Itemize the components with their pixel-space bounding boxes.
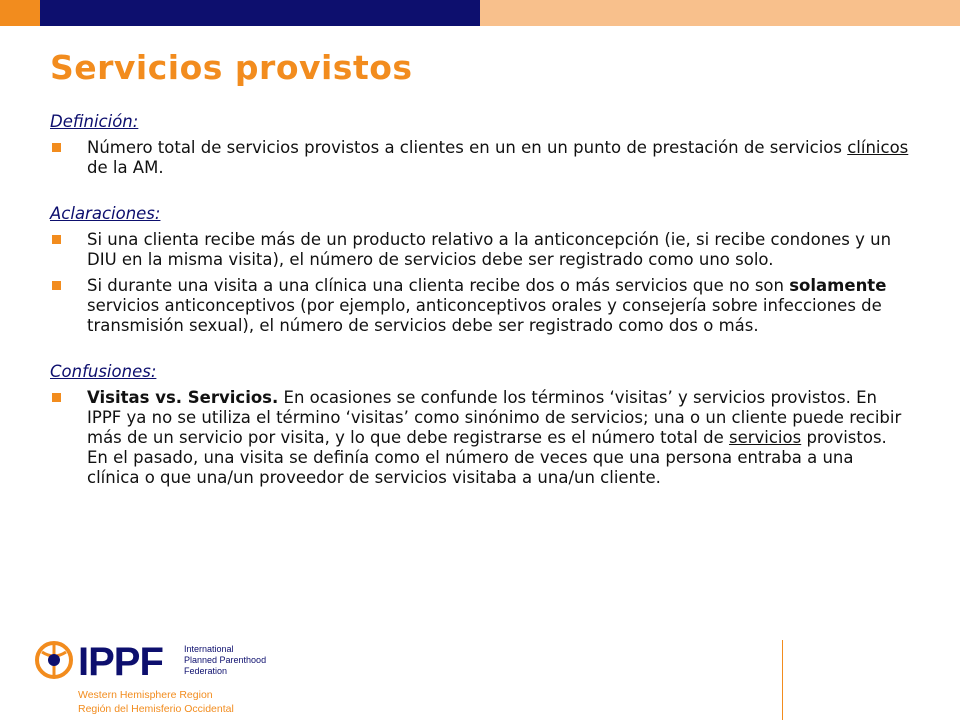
bullet-square-icon: [52, 235, 61, 244]
top-bar-orange-segment: [0, 0, 40, 26]
logo-wordmark: IPPF: [78, 640, 163, 684]
confusiones-heading: Confusiones:: [50, 362, 157, 381]
slide-title: Servicios provistos: [50, 48, 413, 87]
slide-content: [50, 112, 910, 494]
divider-line: [782, 640, 783, 720]
aclaraciones-item-1: Si una clienta recibe más de un producto relativo a la anticoncepción (ie, si recibe condones y un DIU en la misma visita), el número de servicios debe ser registrado como uno solo.: [50, 230, 910, 270]
bullet-square-icon: [52, 143, 61, 152]
aclaraciones-item-2: Si durante una visita a una clínica una clienta recibe dos o más servicios que no son solamente servicios anticonceptivos (por ejemplo, anticonceptivos orales y consejería sobre infecciones de transmisión sexual), el número de servicios debe ser registrado como dos o más.: [50, 276, 910, 336]
logo-subtitle: International Planned Parenthood Federation: [184, 644, 267, 676]
top-bar-peach-segment: [480, 0, 960, 26]
top-color-bar: [0, 0, 960, 26]
confusiones-item: Visitas vs. Servicios. En ocasiones se confunde los términos ‘visitas’ y servicios provistos. En IPPF ya no se utiliza el término ‘visitas’ como sinónimo de servicios; una o un cliente puede recibir más de un servicio por visita, y lo que debe registrarse es el número total de servicios provistos. En el pasado, una visita se definía como el número de veces que una persona entraba a una clínica o que una/un proveedor de servicios visitaba a una/un cliente.: [50, 388, 910, 488]
definicion-item: Número total de servicios provistos a clientes en un en un punto de prestación de servicios clínicos de la AM.: [50, 138, 910, 178]
definicion-heading: Definición:: [50, 112, 139, 131]
top-bar-navy-segment: [40, 0, 480, 26]
logo-region: Western Hemisphere Region Región del Hemisferio Occidental: [78, 689, 234, 715]
bullet-square-icon: [52, 281, 61, 290]
ippf-globe-icon: [34, 638, 74, 682]
ippf-logo: [34, 638, 274, 714]
aclaraciones-heading: Aclaraciones:: [50, 204, 161, 223]
bullet-square-icon: [52, 393, 61, 402]
